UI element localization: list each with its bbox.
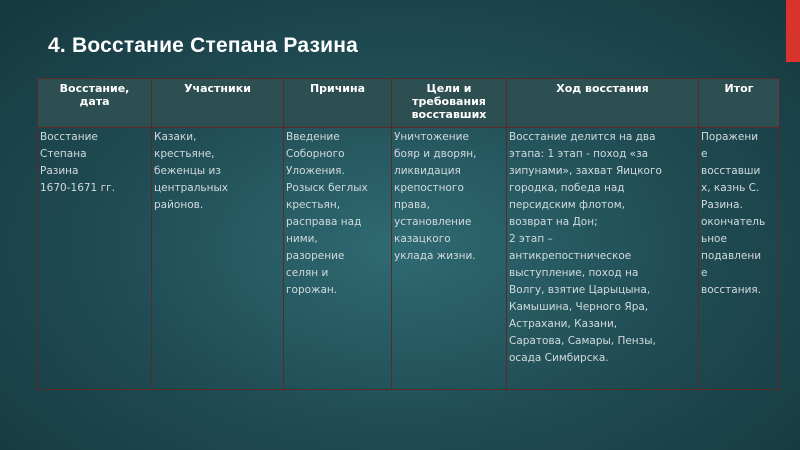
slide-title: 4. Восстание Степана Разина (48, 34, 358, 57)
red-accent-bar (786, 0, 800, 62)
cell-uprising-date: Восстание Степана Разина 1670-1671 гг. (38, 128, 152, 390)
cell-course: Восстание делится на два этапа: 1 этап - поход «за зипунами», захват Яицкого городка, победа над персидским флотом, возврат на Дон; 2 этап – антикрепостническое выступление, поход на Волгу, взятие Царыцына, Камышина, Черного Яра, Астрахани, Казани, Саратова, Самары, Пензы, осада Симбирска. (507, 128, 699, 390)
cell-participants: Казаки, крестьяне, беженцы из центральных районов. (152, 128, 284, 390)
cell-result: Поражени е восставши х, казнь С. Разина. окончатель ьное подавлени е восстания. (699, 128, 780, 390)
header-uprising-date: Восстание, дата (38, 79, 152, 128)
header-result: Итог (699, 79, 780, 128)
header-goals: Цели и требования восставших (392, 79, 507, 128)
cell-cause: Введение Соборного Уложения. Розыск беглых крестьян, расправа над ними, разорение селян и горожан. (284, 128, 392, 390)
uprising-table (37, 78, 780, 390)
header-cause: Причина (284, 79, 392, 128)
table-row (38, 128, 780, 390)
table-header-row (38, 79, 780, 128)
header-participants: Участники (152, 79, 284, 128)
cell-goals: Уничтожение бояр и дворян, ликвидация крепостного права, установление казацкого уклада жизни. (392, 128, 507, 390)
header-course: Ход восстания (507, 79, 699, 128)
